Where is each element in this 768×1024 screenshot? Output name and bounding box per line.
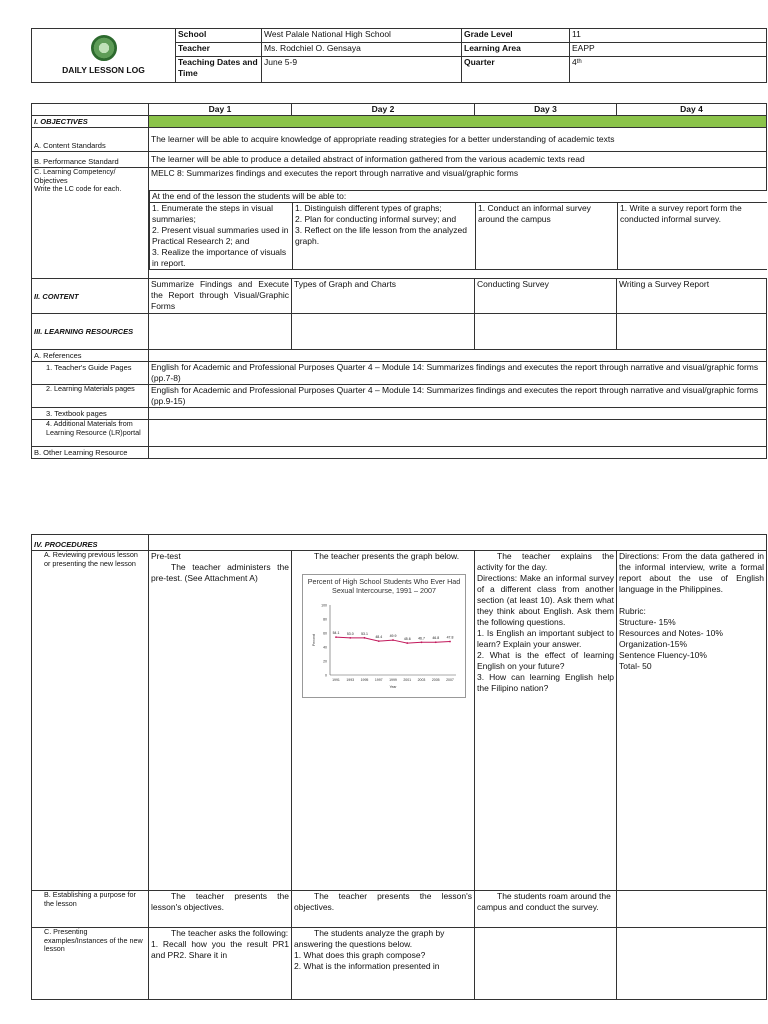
day2-objective: 3. Reflect on the life lesson from the analyzed graph. (295, 225, 467, 246)
day-2-header: Day 2 (292, 104, 475, 116)
procedure-a-day1 (149, 551, 292, 891)
chart-data-label: 53.0 (346, 631, 354, 636)
header-table (31, 28, 767, 83)
teachers-guide-label: 1. Teacher's Guide Pages (32, 362, 149, 385)
day3-question: 1. Is English an important subject to learn? Explain your answer. (477, 628, 614, 649)
chart-x-tick-label: 1991 (332, 678, 340, 682)
procedure-b-day3: The students roam around the campus and conduct the survey. (475, 891, 617, 928)
chart-x-tick-label: 2001 (403, 678, 412, 682)
procedure-b-day2: The teacher presents the lesson's objectives. (292, 891, 475, 928)
competency-sub: Write the LC code for each. (34, 184, 122, 193)
quarter-suffix: th (576, 59, 582, 65)
procedure-a-day3 (475, 551, 617, 891)
day3-directions: Directions: Make an informal survey of a different class from another section (at least 10). Ask them what they think about English. Ask them the following questions. (477, 573, 614, 627)
day2-objective: 2. Plan for conducting informal survey; and (295, 214, 457, 224)
competency-label-cell (32, 168, 149, 279)
graph-figure (302, 574, 466, 698)
learning-materials-label: 2. Learning Materials pages (32, 385, 149, 408)
teacher-value: Ms. Rodchiel O. Gensaya (262, 43, 462, 57)
grade-value: 11 (570, 29, 767, 43)
chart-data-label: 47.8 (446, 635, 454, 640)
chart-data-label: 48.4 (375, 635, 383, 640)
day3-question: 2. What is the effect of learning English on your future? (477, 650, 614, 671)
additional-materials-label: 4. Additional Materials from Learning Resource (LR)portal (32, 420, 149, 447)
performance-standard-label: B. Performance Standard (32, 152, 149, 168)
c-day2-intro: The students analyze the graph by answering the questions below. (294, 928, 445, 949)
area-label: Learning Area (462, 43, 570, 57)
content-standards-label: A. Content Standards (32, 128, 149, 152)
dates-label: Teaching Dates and Time (176, 57, 262, 83)
performance-standard-text: The learner will be able to produce a detailed abstract of information gathered from the various academic texts read (149, 152, 767, 168)
day3-question: 3. How can learning English help the Filipino nation? (477, 672, 614, 693)
day3-objectives (476, 203, 618, 270)
chart-x-tick-label: 1995 (360, 678, 369, 682)
day4-objectives (618, 203, 767, 270)
chart-y-tick-label: 60 (323, 631, 327, 636)
day1-objectives (150, 203, 293, 270)
chart-point (392, 639, 394, 641)
rubric-item: Structure- 15% (619, 617, 676, 627)
chart-y-tick-label: 20 (323, 659, 327, 664)
chart-x-tick-label: 1999 (389, 678, 397, 682)
content-standards-text: The learner will be able to acquire knowledge of appropriate reading strategies for a better understanding of academic texts (149, 128, 767, 152)
day-3-header: Day 3 (475, 104, 617, 116)
chart-data-label: 53.1 (361, 631, 368, 636)
chart-y-tick-label: 80 (323, 617, 327, 622)
chart-x-tick-label: 1993 (346, 678, 355, 682)
area-value: EAPP (570, 43, 767, 57)
rubric-title: Rubric: (619, 606, 646, 616)
day-1-header: Day 1 (149, 104, 292, 116)
learning-materials-text: English for Academic and Professional Purposes Quarter 4 – Module 14: Summarizes findings and executes the report through narrative and visual/graphic forms (pp.9-15) (149, 385, 767, 408)
chart-title: Percent of High School Students Who Ever Had Sexual Intercourse, 1991 – 2007 (307, 577, 461, 595)
chart-x-tick-label: 2003 (417, 678, 426, 682)
day1-objective: 2. Present visual summaries used in Practical Research 2; and (152, 225, 289, 246)
day3-activity: The teacher explains the activity for the day. (477, 551, 614, 572)
chart-x-tick-label: 2005 (431, 678, 440, 682)
procedure-a-day4 (617, 551, 767, 891)
procedure-c-label: C. Presenting examples/Instances of the new lesson (32, 928, 149, 1000)
procedure-a-label: A. Reviewing previous lesson or presenting the new lesson (32, 551, 149, 891)
day1-objective: 1. Enumerate the steps in visual summaries; (152, 203, 273, 224)
chart-data-label: 45.6 (403, 637, 411, 642)
chart-point (378, 640, 380, 642)
grade-label: Grade Level (462, 29, 570, 43)
content-day4: Writing a Survey Report (617, 279, 767, 314)
c-day1-intro: The teacher asks the following: (171, 928, 289, 938)
document-title: DAILY LESSON LOG (62, 65, 145, 75)
other-resource-label: B. Other Learning Resource (32, 447, 149, 459)
chart-data-label: 46.8 (432, 636, 440, 641)
chart-point (406, 642, 408, 644)
procedure-b-label: B. Establishing a purpose for the lesson (32, 891, 149, 928)
procedure-c-day1 (149, 928, 292, 1000)
objectives-table (31, 103, 767, 459)
content-day3: Conducting Survey (475, 279, 617, 314)
deped-seal-icon (91, 35, 117, 61)
competency-label: C. Learning Competency/ Objectives (34, 167, 116, 185)
content-day1: Summarize Findings and Execute the Report through Visual/Graphic Forms (149, 279, 292, 314)
chart-point (364, 637, 366, 639)
chart-y-tick-label: 100 (321, 603, 327, 608)
quarter-number: 4 (572, 57, 577, 67)
chart-data-label: 49.9 (389, 634, 397, 639)
chart-data-label: 54.1 (332, 631, 340, 636)
chart-point (349, 637, 351, 639)
lesson-end-text: At the end of the lesson the students will be able to: (150, 191, 767, 203)
rubric-item: Resources and Notes- 10% (619, 628, 723, 638)
rubric-item: Organization-15% (619, 639, 688, 649)
melc-text: MELC 8: Summarizes findings and executes the report through narrative and visual/graphic forms (149, 168, 767, 191)
logo-title-cell (32, 29, 176, 83)
c-day2-item: 2. What is the information presented in (294, 961, 440, 971)
day2-objectives (293, 203, 476, 270)
c-day1-item: 1. Recall how you the result PR1 and PR2. Share it in (151, 939, 289, 960)
textbook-label: 3. Textbook pages (32, 408, 149, 420)
procedure-b-day1: The teacher presents the lesson's objectives. (149, 891, 292, 928)
school-value: West Palale National High School (262, 29, 462, 43)
chart-x-tick-label: 2007 (446, 678, 454, 682)
chart-data-label: 46.7 (418, 636, 425, 641)
day2-objective: 1. Distinguish different types of graphs; (295, 203, 442, 213)
procedure-a-day2 (292, 551, 475, 891)
content-label: II. CONTENT (32, 279, 149, 314)
procedures-table (31, 534, 767, 1000)
chart-point (435, 641, 437, 643)
chart-point (335, 636, 337, 638)
chart-x-axis-label: Year (389, 685, 397, 689)
procedures-label: IV. PROCEDURES (32, 535, 149, 551)
graph-intro: The teacher presents the graph below. (314, 551, 460, 561)
day1-objective: 3. Realize the importance of visuals in report. (152, 247, 287, 268)
objectives-heading: I. OBJECTIVES (32, 116, 149, 128)
chart-y-tick-label: 0 (325, 673, 327, 678)
dates-value: June 5-9 (262, 57, 462, 83)
c-day2-item: 1. What does this graph compose? (294, 950, 426, 960)
school-label: School (176, 29, 262, 43)
day3-objective: 1. Conduct an informal survey around the campus (478, 203, 591, 224)
day4-objective: 1. Write a survey report form the conducted informal survey. (620, 203, 742, 224)
quarter-value (570, 57, 767, 83)
procedure-c-day2 (292, 928, 475, 1000)
content-day2: Types of Graph and Charts (292, 279, 475, 314)
resources-label: III. LEARNING RESOURCES (32, 314, 149, 350)
chart-y-axis-label: Percent (312, 633, 316, 647)
line-chart (304, 599, 464, 695)
chart-point (449, 641, 451, 643)
chart-y-tick-label: 40 (323, 645, 327, 650)
objectives-green-bar (149, 116, 767, 128)
teachers-guide-text: English for Academic and Professional Purposes Quarter 4 – Module 14: Summarizes findings and executes the report through narrative and visual/graphic forms (pp.7-8) (149, 362, 767, 385)
rubric-item: Sentence Fluency-10% (619, 650, 707, 660)
quarter-label: Quarter (462, 57, 570, 83)
references-label: A. References (32, 350, 149, 362)
day4-directions: Directions: From the data gathered in the informal interview, write a formal report about the use of English language in the Philippines. (619, 551, 764, 594)
chart-point (421, 641, 423, 643)
chart-x-tick-label: 1997 (374, 678, 383, 682)
pretest-title: Pre-test (151, 551, 181, 561)
teacher-label: Teacher (176, 43, 262, 57)
day-4-header: Day 4 (617, 104, 767, 116)
rubric-total: Total- 50 (619, 661, 652, 671)
pretest-text: The teacher administers the pre-test. (See Attachment A) (151, 562, 289, 583)
